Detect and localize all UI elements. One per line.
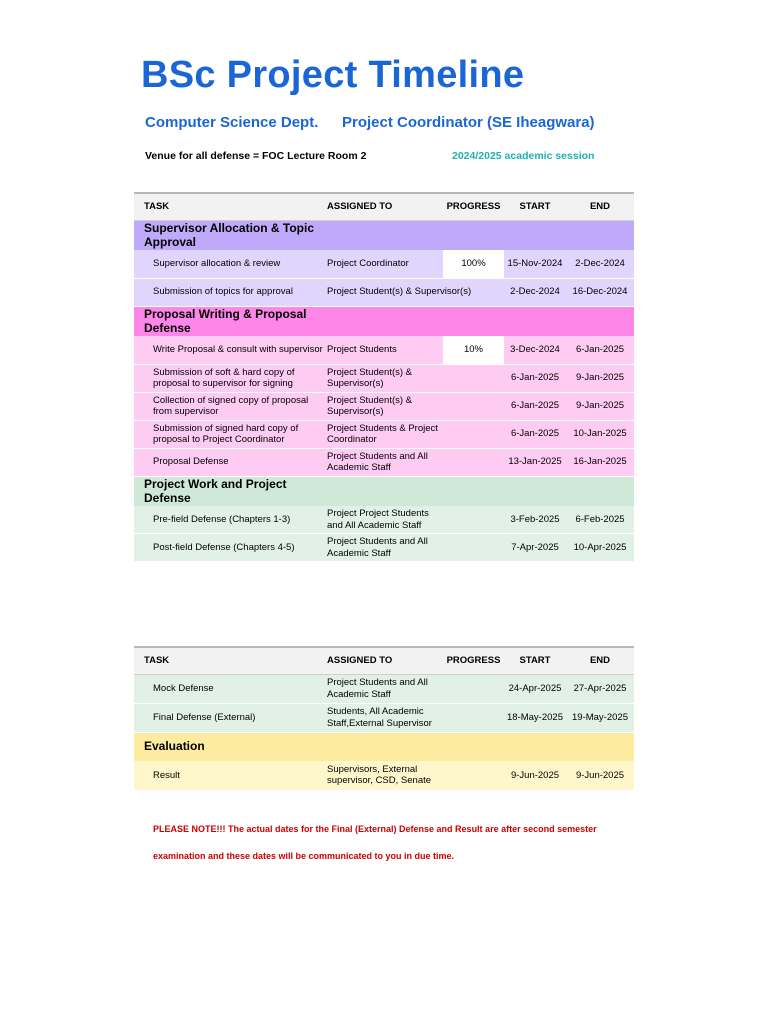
- page-title: BSc Project Timeline: [141, 54, 525, 96]
- table-row: [134, 420, 634, 448]
- start-cell: 7-Apr-2025: [504, 534, 566, 562]
- assigned-cell: Students, All Academic Staff,External Supervisor: [327, 703, 443, 732]
- table-row: [134, 703, 634, 732]
- note-line-1: PLEASE NOTE!!! The actual dates for the Final (External) Defense and Result are after second semester: [153, 824, 597, 834]
- end-cell: 10-Jan-2025: [566, 420, 634, 448]
- progress-cell: [443, 703, 504, 732]
- header-task: TASK: [134, 647, 327, 674]
- section-row: [134, 476, 634, 506]
- task-cell: Result: [134, 761, 327, 790]
- task-cell: Submission of signed hard copy of proposal to Project Coordinator: [134, 420, 327, 448]
- task-cell: Final Defense (External): [134, 703, 327, 732]
- start-cell: 3-Dec-2024: [504, 336, 566, 364]
- assigned-cell: Project Student(s) & Supervisor(s): [327, 392, 443, 420]
- task-cell: Write Proposal & consult with supervisor: [134, 336, 327, 364]
- progress-cell: [443, 448, 504, 476]
- session-label: 2024/2025 academic session: [452, 150, 595, 162]
- assigned-cell: Project Students & Project Coordinator: [327, 420, 443, 448]
- table-row: [134, 674, 634, 703]
- start-cell: 3-Feb-2025: [504, 506, 566, 534]
- task-cell: Supervisor allocation & review: [134, 250, 327, 278]
- section-title: Evaluation: [144, 739, 205, 754]
- end-cell: 9-Jan-2025: [566, 392, 634, 420]
- task-cell: Submission of soft & hard copy of proposal to supervisor for signing: [134, 364, 327, 392]
- task-cell: Pre-field Defense (Chapters 1-3): [134, 506, 327, 534]
- progress-cell: [443, 420, 504, 448]
- table-row: [134, 364, 634, 392]
- end-cell: 6-Jan-2025: [566, 336, 634, 364]
- assigned-cell: Project Student(s) & Supervisor(s): [327, 278, 504, 306]
- start-cell: 15-Nov-2024: [504, 250, 566, 278]
- assigned-cell: Project Students and All Academic Staff: [327, 448, 443, 476]
- progress-cell: [443, 364, 504, 392]
- start-cell: 6-Jan-2025: [504, 364, 566, 392]
- progress-cell: 100%: [443, 250, 504, 278]
- task-cell: Proposal Defense: [134, 448, 327, 476]
- department-label: Computer Science Dept.: [145, 114, 319, 131]
- assigned-cell: Project Students and All Academic Staff: [327, 534, 443, 562]
- header-progress: PROGRESS: [443, 647, 504, 674]
- section-row: [134, 220, 634, 250]
- table-header-row: [134, 193, 634, 220]
- start-cell: 18-May-2025: [504, 703, 566, 732]
- end-cell: 9-Jun-2025: [566, 761, 634, 790]
- timeline-table: [134, 192, 634, 562]
- timeline-table-2: [134, 646, 634, 791]
- task-cell: Mock Defense: [134, 674, 327, 703]
- note-line-2: examination and these dates will be communicated to you in due time.: [153, 851, 455, 861]
- task-cell: Post-field Defense (Chapters 4-5): [134, 534, 327, 562]
- table-row: [134, 278, 634, 306]
- table-row: [134, 534, 634, 562]
- table-header-row: [134, 647, 634, 674]
- assigned-cell: Supervisors, External supervisor, CSD, Senate: [327, 761, 443, 790]
- section-title: Supervisor Allocation & Topic Approval: [144, 220, 315, 250]
- table-row: [134, 448, 634, 476]
- header-start: START: [504, 193, 566, 220]
- table-row: [134, 250, 634, 278]
- task-cell: Submission of topics for approval: [134, 278, 327, 306]
- header-end: END: [566, 193, 634, 220]
- end-cell: 9-Jan-2025: [566, 364, 634, 392]
- end-cell: 6-Feb-2025: [566, 506, 634, 534]
- progress-cell: [443, 392, 504, 420]
- assigned-cell: Project Students: [327, 336, 443, 364]
- start-cell: 13-Jan-2025: [504, 448, 566, 476]
- progress-cell: [443, 534, 504, 562]
- progress-cell: [443, 761, 504, 790]
- header-progress: PROGRESS: [443, 193, 504, 220]
- header-assigned: ASSIGNED TO: [327, 193, 443, 220]
- table-row: [134, 392, 634, 420]
- table-row: [134, 336, 634, 364]
- section-title: Project Work and Project Defense: [144, 476, 287, 506]
- section-row: [134, 732, 634, 761]
- header-assigned: ASSIGNED TO: [327, 647, 443, 674]
- end-cell: 16-Dec-2024: [566, 278, 634, 306]
- venue-label: Venue for all defense = FOC Lecture Room 2: [145, 150, 367, 162]
- task-cell: Collection of signed copy of proposal from supervisor: [134, 392, 327, 420]
- end-cell: 16-Jan-2025: [566, 448, 634, 476]
- header-end: END: [566, 647, 634, 674]
- assigned-cell: Project Students and All Academic Staff: [327, 674, 443, 703]
- progress-cell: [443, 506, 504, 534]
- end-cell: 27-Apr-2025: [566, 674, 634, 703]
- start-cell: 9-Jun-2025: [504, 761, 566, 790]
- end-cell: 19-May-2025: [566, 703, 634, 732]
- progress-cell: [443, 674, 504, 703]
- assigned-cell: Project Project Students and All Academic Staff: [327, 506, 443, 534]
- start-cell: 6-Jan-2025: [504, 420, 566, 448]
- start-cell: 2-Dec-2024: [504, 278, 566, 306]
- section-row: [134, 306, 634, 336]
- start-cell: 24-Apr-2025: [504, 674, 566, 703]
- section-title: Proposal Writing & Proposal Defense: [144, 306, 307, 336]
- table-row: [134, 506, 634, 534]
- end-cell: 10-Apr-2025: [566, 534, 634, 562]
- header-task: TASK: [134, 193, 327, 220]
- header-start: START: [504, 647, 566, 674]
- assigned-cell: Project Coordinator: [327, 250, 443, 278]
- start-cell: 6-Jan-2025: [504, 392, 566, 420]
- assigned-cell: Project Student(s) & Supervisor(s): [327, 364, 443, 392]
- progress-cell: 10%: [443, 336, 504, 364]
- end-cell: 2-Dec-2024: [566, 250, 634, 278]
- coordinator-label: Project Coordinator (SE Iheagwara): [342, 114, 595, 131]
- table-row: [134, 761, 634, 790]
